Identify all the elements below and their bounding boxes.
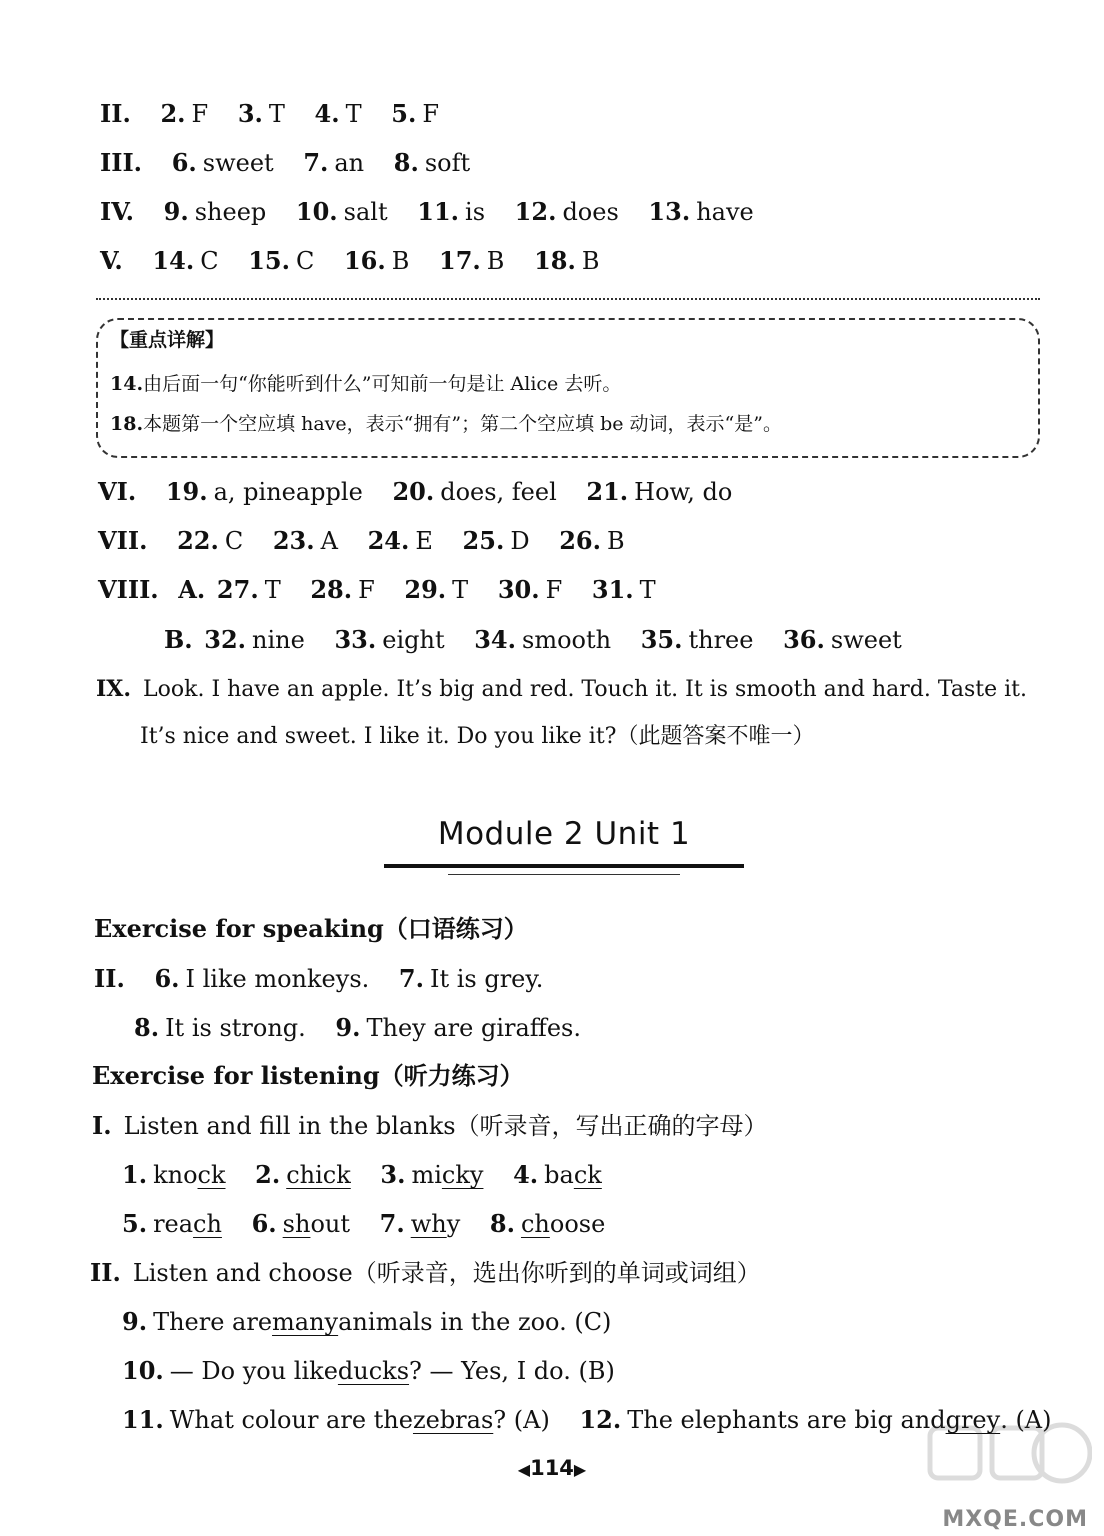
listening-q11-q12: 11. What colour are thezebras? (A) 12. The elephants are big andgrey. (A) <box>122 1405 1052 1434</box>
answer-line-VIII-B: B. 32. nine 33. eight 34. smooth 35. three 36. sweet <box>164 625 902 654</box>
left-triangle-icon: ◀ <box>517 1460 531 1479</box>
heading-rule-thin <box>448 874 680 875</box>
explanation-title: 【重点详解】 <box>110 329 225 351</box>
watermark-text: MXQE.COM <box>942 1507 1088 1532</box>
page-number: ◀114▶ <box>517 1456 587 1480</box>
explanation-line-18: 18.本题第一个空应填 have，表示“拥有”；第二个空应填 be 动词，表示“是”。 <box>110 413 782 435</box>
section-label: III. <box>100 148 143 177</box>
speaking-line-2: 8. It is strong. 9. They are giraffes. <box>134 1013 581 1042</box>
listening-q10: 10. — Do you likeducks? — Yes, I do. (B) <box>122 1356 615 1385</box>
module-heading: Module 2 Unit 1 <box>437 816 691 852</box>
answer-line-VIII-A: VIII. A. 27. T 28. F 29. T 30. F 31. T <box>98 575 656 604</box>
listening-I-row1: 1. knock 2. chick 3. micky 4. back <box>122 1160 602 1189</box>
section-label: IX. <box>96 676 132 702</box>
answer-line-VII: VII. 22. C 23. A 24. E 25. D 26. B <box>98 526 625 555</box>
answer-line-III: III. 6. sweet 7. an 8. soft <box>100 148 471 177</box>
speaking-line-1: II. 6. I like monkeys. 7. It is grey. <box>94 964 544 993</box>
listening-title: Exercise for listening（听力练习） <box>92 1061 524 1090</box>
answer-line-IX-cont: It’s nice and sweet. I like it. Do you like it?（此题答案不唯一） <box>140 724 815 749</box>
listening-II-title: II. Listen and choose（听录音，选出你听到的单词或词组） <box>90 1258 761 1287</box>
answer-line-II: II. 2. F 3. T 4. T 5. F <box>100 99 439 128</box>
explanation-line-14: 14.由后面一句“你能听到什么”可知前一句是让 Alice 去听。 <box>110 373 622 395</box>
answer-line-IV: IV. 9. sheep 10. salt 11. is 12. does 13. have <box>100 197 754 226</box>
section-label: IV. <box>100 197 135 226</box>
watermark-logo <box>922 1418 1092 1514</box>
listening-I-title: I. Listen and fill in the blanks（听录音，写出正确的字母） <box>92 1111 768 1140</box>
section-label: II. <box>100 99 131 128</box>
right-triangle-icon: ▶ <box>573 1460 587 1479</box>
heading-rule <box>384 864 744 868</box>
section-label: VIII. <box>98 575 159 604</box>
answer-line-IX: IX. Look. I have an apple. It’s big and red. Touch it. It is smooth and hard. Taste it. <box>96 673 1027 706</box>
dotted-divider <box>96 298 1040 300</box>
section-label: V. <box>100 246 123 275</box>
listening-I-row2: 5. reach 6. shout 7. why 8. choose <box>122 1209 606 1238</box>
answer-line-VI: VI. 19. a, pineapple 20. does, feel 21. How, do <box>98 477 733 506</box>
section-label: II. <box>94 964 125 993</box>
speaking-title: Exercise for speaking（口语练习） <box>94 914 528 943</box>
answer-line-V: V. 14. C 15. C 16. B 17. B 18. B <box>100 246 600 275</box>
section-label: VI. <box>98 477 137 506</box>
section-label: VII. <box>98 526 148 555</box>
listening-q9: 9. There aremanyanimals in the zoo. (C) <box>122 1307 612 1336</box>
